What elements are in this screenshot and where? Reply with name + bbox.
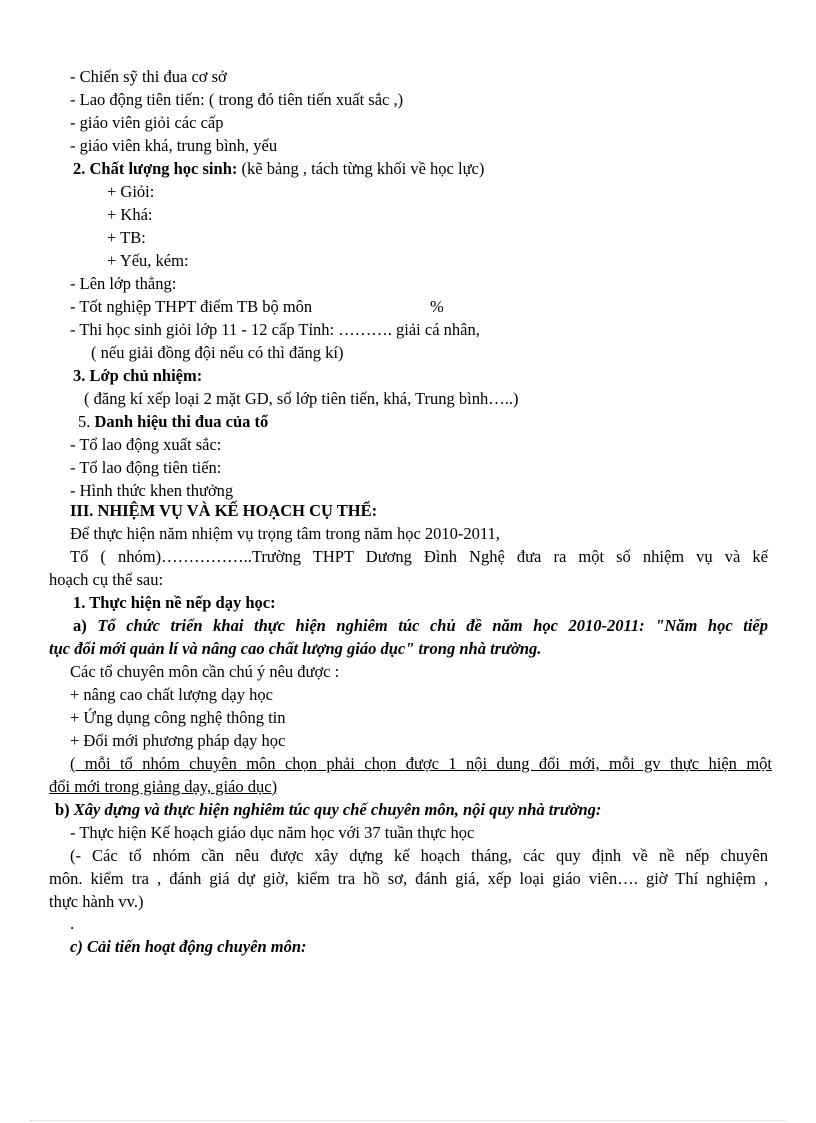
text-line: - Thực hiện Kế hoạch giáo dục năm học với 37 tuần thực học bbox=[70, 823, 475, 842]
emphasis-line: tục đổi mới quản lí và nâng cao chất lượng giáo dục" trong nhà trường. bbox=[49, 639, 542, 658]
section-heading: III. NHIỆM VỤ VÀ KẾ HOẠCH CỤ THỂ: bbox=[70, 501, 378, 520]
section-heading bbox=[78, 412, 268, 432]
section-heading: 3. Lớp chủ nhiệm: bbox=[73, 366, 203, 385]
emphasis-line bbox=[55, 800, 601, 820]
text-line: - Lao động tiên tiến: ( trong đó tiên tiến xuất sắc ,) bbox=[70, 90, 404, 109]
text-line: môn. kiểm tra , đánh giá dự giờ, kiểm tra hồ sơ, đánh giá, xếp loại giáo viên…. giờ Thí nghiệm , bbox=[49, 869, 768, 888]
page-bottom-divider bbox=[30, 1120, 786, 1121]
underlined-note: đổi mới trong giảng dạy, giáo dục) bbox=[49, 777, 278, 796]
text-line: . bbox=[70, 914, 75, 933]
text-line: - Thi học sinh giỏi lớp 11 - 12 cấp Tỉnh: ………. giải cá nhân, bbox=[70, 320, 480, 339]
text-line: - Chiến sỹ thi đua cơ sở bbox=[70, 67, 227, 86]
text-line: % bbox=[430, 297, 444, 316]
text-line: - giáo viên khá, trung bình, yếu bbox=[70, 136, 278, 155]
text-line: + TB: bbox=[107, 228, 146, 247]
section-heading bbox=[73, 159, 484, 179]
heading-title: Danh hiệu thi đua của tổ bbox=[94, 412, 269, 431]
item-letter: b) bbox=[55, 800, 70, 819]
item-title: Tổ chức triển khai thực hiện nghiêm túc chủ đề năm học 2010-2011: "Năm học tiếp bbox=[97, 616, 768, 635]
text-line: - Tốt nghiệp THPT điểm TB bộ môn bbox=[70, 297, 313, 316]
underlined-note: ( mỗi tổ nhóm chuyên môn chọn phải chọn được 1 nội dung đổi mới, mỗi gv thực hiện một bbox=[70, 754, 772, 773]
text-line: ( nếu giải đồng đội nếu có thì đăng kí) bbox=[91, 343, 344, 362]
heading-number: 2. bbox=[73, 159, 86, 178]
text-line: (- Các tổ nhóm cần nêu được xây dựng kế hoạch tháng, các quy định về nề nếp chuyên bbox=[70, 846, 768, 865]
text-line: thực hành vv.) bbox=[49, 892, 144, 911]
text-line: + Ứng dụng công nghệ thông tin bbox=[70, 708, 286, 727]
section-heading: 1. Thực hiện nề nếp dạy học: bbox=[73, 593, 276, 612]
text-line: + Khá: bbox=[107, 205, 153, 224]
text-line: Để thực hiện năm nhiệm vụ trọng tâm trong năm học 2010-2011, bbox=[70, 524, 500, 543]
text-line: - Hình thức khen thưởng bbox=[70, 481, 234, 500]
item-title: Xây dựng và thực hiện nghiêm túc quy chế chuyên môn, nội quy nhà trường: bbox=[73, 800, 602, 819]
text-line: - Tổ lao động xuất sắc: bbox=[70, 435, 222, 454]
text-line: - Tổ lao động tiên tiến: bbox=[70, 458, 222, 477]
text-line: Các tổ chuyên môn cần chú ý nêu được : bbox=[70, 662, 340, 681]
text-line: hoạch cụ thể sau: bbox=[49, 570, 164, 589]
text-line: + Giỏi: bbox=[107, 182, 155, 201]
item-letter: a) bbox=[73, 616, 87, 635]
heading-note: (kẽ bảng , tách từng khối về học lực) bbox=[237, 159, 485, 178]
emphasis-line bbox=[73, 616, 768, 636]
text-line: + nâng cao chất lượng dạy học bbox=[70, 685, 273, 704]
heading-title: Chất lượng học sinh: bbox=[89, 159, 238, 178]
text-line: + Yếu, kém: bbox=[107, 251, 189, 270]
text-line: ( đăng kí xếp loại 2 mặt GD, số lớp tiên tiến, khá, Trung bình…..) bbox=[84, 389, 519, 408]
text-line: + Đổi mới phương pháp dạy học bbox=[70, 731, 286, 750]
section-heading: c) Cải tiến hoạt động chuyên môn: bbox=[70, 937, 307, 956]
text-line: - giáo viên giỏi các cấp bbox=[70, 113, 224, 132]
text-line: - Lên lớp thẳng: bbox=[70, 274, 177, 293]
text-line: Tổ ( nhóm)……………..Trường THPT Dương Đình Nghệ đưa ra một số nhiệm vụ và kế bbox=[70, 547, 768, 566]
heading-number: 5. bbox=[78, 412, 91, 431]
